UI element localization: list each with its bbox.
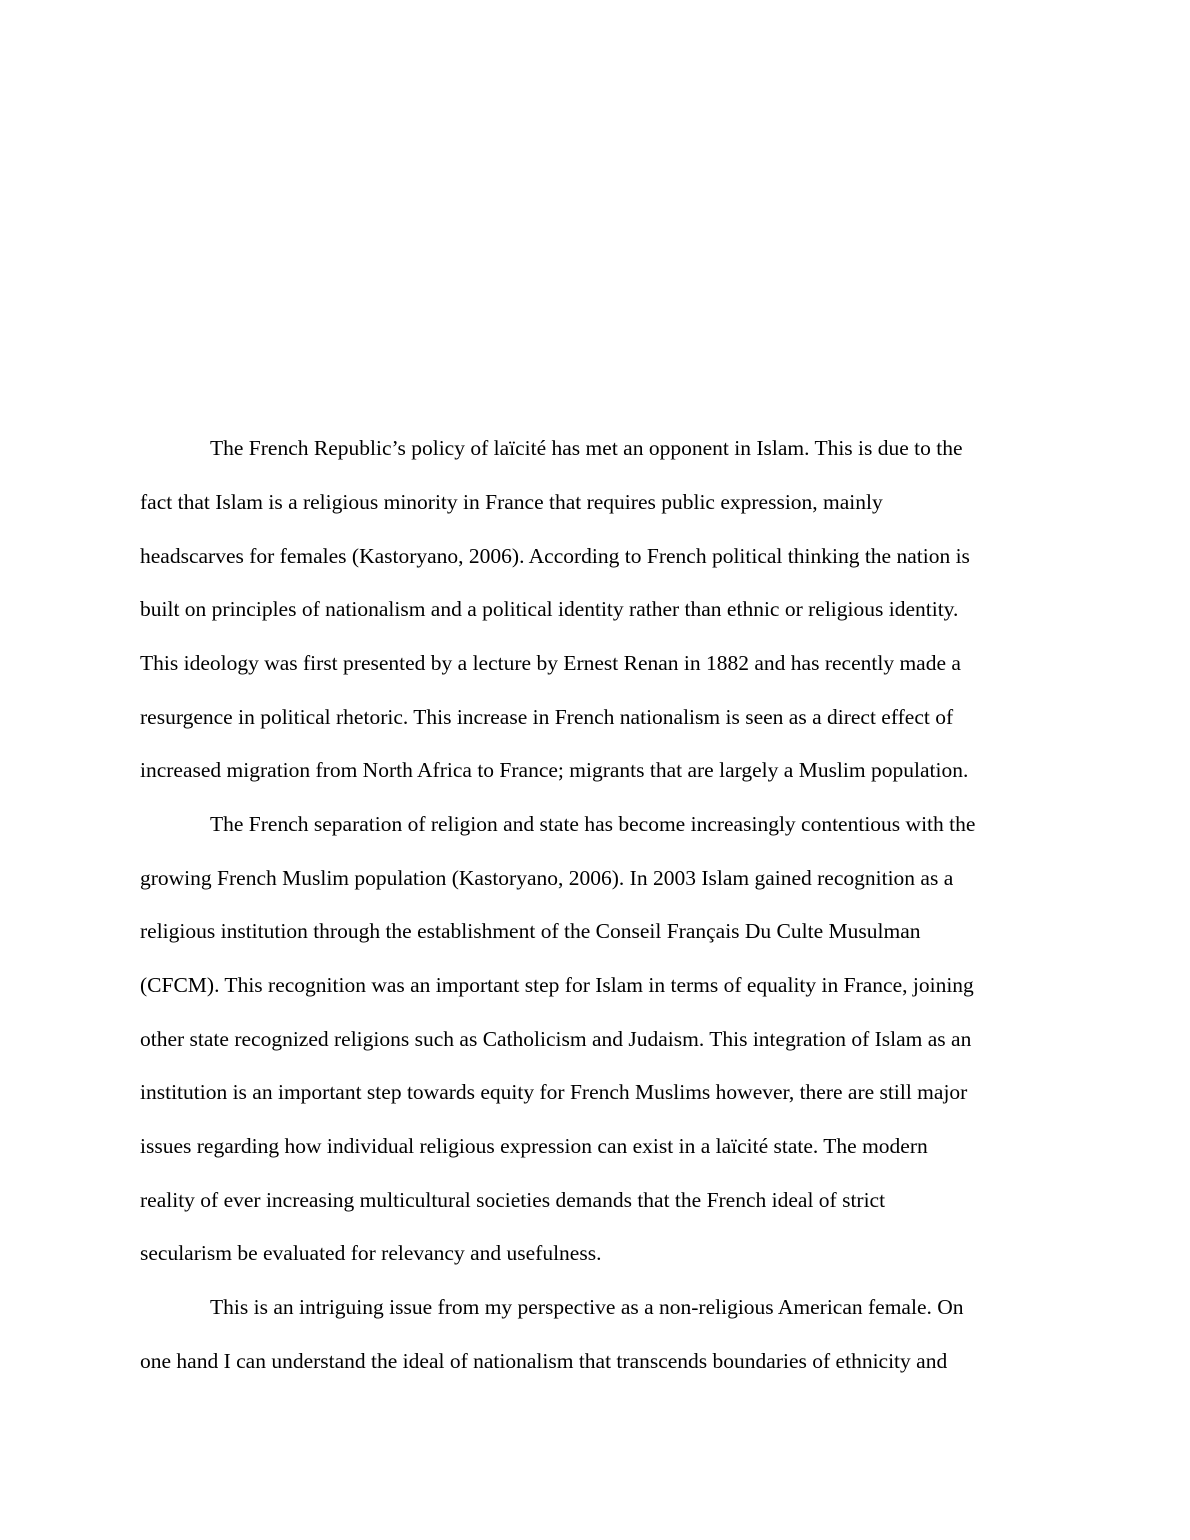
paragraph-1-line-3: headscarves for females (Kastoryano, 2006). According to French political thinking the nation is — [140, 544, 970, 568]
paragraph-3-line-1: This is an intriguing issue from my perspective as a non-religious American female. On — [210, 1295, 964, 1319]
paragraph-2-line-4: (CFCM). This recognition was an important step for Islam in terms of equality in France, joining — [140, 973, 974, 997]
paragraph-1-line-2: fact that Islam is a religious minority in France that requires public expression, mainly — [140, 490, 883, 514]
paragraph-1-line-1: The French Republic’s policy of laïcité has met an opponent in Islam. This is due to the — [210, 436, 963, 460]
paragraph-2-line-8: reality of ever increasing multicultural societies demands that the French ideal of strict — [140, 1188, 886, 1212]
paragraph-2-line-6: institution is an important step towards equity for French Muslims however, there are still major — [140, 1080, 968, 1104]
paragraph-2-line-9: secularism be evaluated for relevancy and usefulness. — [140, 1241, 602, 1265]
paragraph-2-line-2: growing French Muslim population (Kastoryano, 2006). In 2003 Islam gained recognition as a — [140, 866, 954, 890]
paragraph-1-line-5: This ideology was first presented by a lecture by Ernest Renan in 1882 and has recently made a — [140, 651, 961, 675]
paragraph-2-line-7: issues regarding how individual religious expression can exist in a laïcité state. The modern — [140, 1134, 928, 1158]
paragraph-1-line-7: increased migration from North Africa to France; migrants that are largely a Muslim population. — [140, 758, 969, 782]
paragraph-3-line-2: one hand I can understand the ideal of nationalism that transcends boundaries of ethnicity and — [140, 1349, 948, 1373]
paragraph-1-line-4: built on principles of nationalism and a political identity rather than ethnic or religious identity. — [140, 597, 959, 621]
paragraph-2-line-5: other state recognized religions such as Catholicism and Judaism. This integration of Islam as an — [140, 1027, 972, 1051]
paragraph-2-line-1: The French separation of religion and state has become increasingly contentious with the — [210, 812, 976, 836]
paragraph-2-line-3: religious institution through the establishment of the Conseil Français Du Culte Musulman — [140, 919, 921, 943]
paragraph-1-line-6: resurgence in political rhetoric. This increase in French nationalism is seen as a direct effect of — [140, 705, 954, 729]
